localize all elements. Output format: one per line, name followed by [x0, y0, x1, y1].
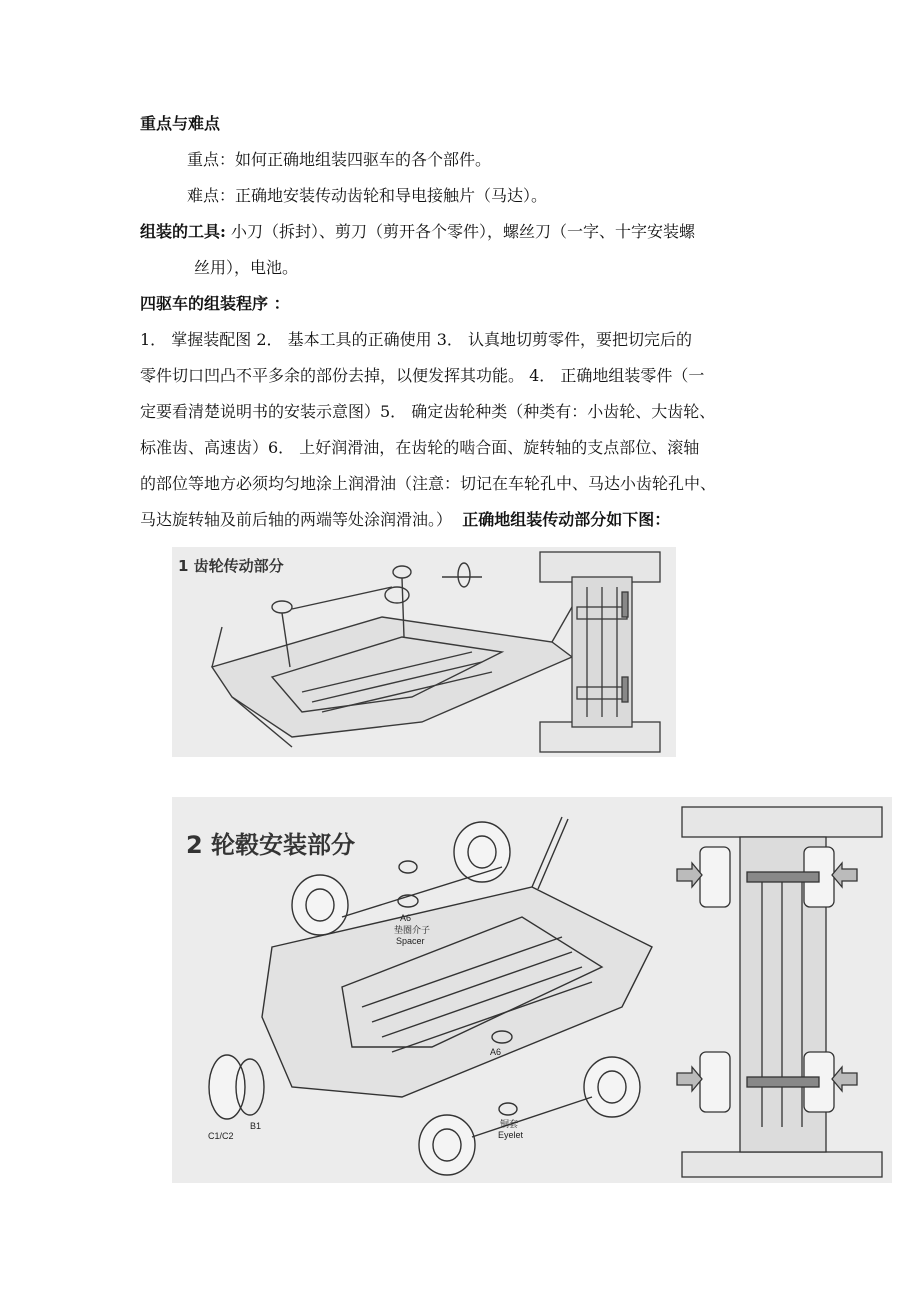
label-a6-top: A6	[400, 913, 412, 923]
procedure-line: 的部位等地方必须均匀地涂上润滑油（注意：切记在车轮孔中、马达小齿轮孔中、	[140, 474, 717, 493]
label-a6-bottom: A6	[490, 1047, 502, 1057]
label-b1: B1	[250, 1121, 262, 1131]
figure-wheel-hub-installation	[172, 797, 892, 1183]
key-point-text: 重点：如何正确地组装四驱车的各个部件。	[187, 150, 492, 169]
procedure-last-line	[140, 510, 670, 530]
figure2-title: 2 轮毂安装部分	[186, 831, 356, 859]
procedure-line: 马达旋转轴及前后轴的两端等处涂润滑油。）	[140, 510, 453, 529]
label-spacer-en: Spacer	[396, 936, 425, 946]
procedure-line: 1． 掌握装配图 2． 基本工具的正确使用 3． 认真地切剪零件，要把切完后的	[140, 330, 692, 349]
procedure-tail-bold: 正确地组装传动部分如下图：	[462, 510, 671, 529]
tools-text-continued: 丝用），电池。	[194, 258, 299, 277]
tools-text: 小刀（拆封）、剪刀（剪开各个零件），螺丝刀（一字、十字安装螺	[225, 222, 696, 241]
label-c1c2: C1/C2	[208, 1131, 234, 1141]
procedure-line: 零件切口凹凸不平多余的部份去掉，以便发挥其功能。 4． 正确地组装零件（一	[140, 366, 705, 385]
tools-label: 组装的工具:	[140, 222, 226, 241]
procedure-line: 标准齿、高速齿）6． 上好润滑油，在齿轮的啮合面、旋转轴的支点部位、滚轴	[140, 438, 700, 457]
figure1-drawing	[172, 547, 676, 757]
label-eyelet-en: Eyelet	[498, 1130, 524, 1140]
procedure-line: 定要看清楚说明书的安装示意图）5． 确定齿轮种类（种类有：小齿轮、大齿轮、	[140, 402, 716, 421]
label-spacer-cn: 垫圈介子	[394, 925, 431, 935]
section-heading-key-points: 重点与难点	[140, 114, 221, 133]
procedure-heading: 四驱车的组装程序 ：	[140, 294, 290, 313]
tools-paragraph	[140, 222, 695, 242]
figure1-title: 1 齿轮传动部分	[178, 557, 284, 575]
figure-gear-transmission	[172, 547, 676, 757]
difficulty-text: 难点：正确地安装传动齿轮和导电接触片（马达）。	[187, 186, 548, 205]
label-eyelet-cn: 铜套	[500, 1119, 519, 1129]
